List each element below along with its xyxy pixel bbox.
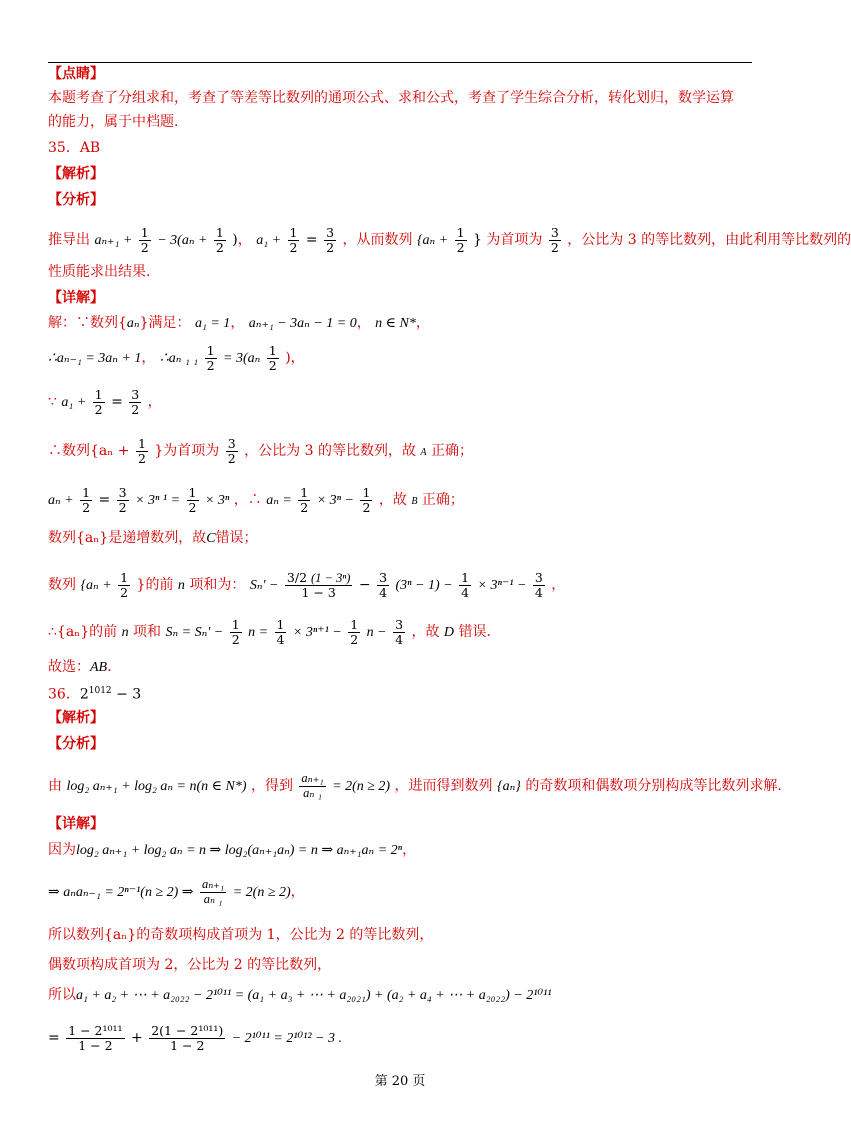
- q35-analysis-line: 推导出 aₙ₊₁ + $\frac{1}{2}$ − 3(aₙ + $\frac{1}{2}$ )， a₁ + $\frac{1}{2}$ = $\frac{3}{2}$ ，从而数列 {aₙ + $\frac{1}{2}$ } 为首项为 $\frac{3}{2}$ ，公比为 3 的等比数列，由此利用等比数列的: [48, 225, 851, 255]
- q35-detail-line: ∴aₙ₋₁ = 3aₙ + 1， ∴aₙ ₁ ₁ $\frac{1}{2}$ = 3(aₙ $\frac{1}{2}$ )，: [48, 343, 305, 373]
- fraction: $\frac{1}{2}$: [140, 225, 149, 255]
- fraction: $\frac{1}{2}$: [456, 225, 465, 255]
- q35-analysis-line: 性质能求出结果.: [48, 264, 151, 280]
- fraction: $\frac{3}{4}$: [534, 570, 543, 600]
- fraction: $\frac{1}{2}$: [137, 436, 146, 466]
- option-a-label: A: [420, 447, 427, 458]
- fraction: $\frac{1}{2}$: [206, 343, 215, 373]
- question-35-answer: 35．AB: [48, 140, 101, 156]
- fraction: $\frac{1}{2}$: [300, 485, 309, 515]
- option-c-label: C: [206, 531, 216, 546]
- review-text-line: 的能力，属于中档题.: [48, 114, 179, 130]
- q35-detail-line: ∵ a₁ + $\frac{1}{2}$ = $\frac{3}{2}$ ，: [48, 387, 162, 417]
- fraction: $\frac{3}{2}$: [118, 485, 127, 515]
- page-number: 第 20 页: [374, 1074, 426, 1089]
- question-36-answer: 36．$2^{1012} - 3$: [48, 686, 142, 703]
- fraction: $\frac{\text{aₙ₊₁}}{\text{aₙ ₁}}$: [301, 771, 324, 800]
- review-text-line: 本题考查了分组求和，考查了等差等比数列的通项公式、求和公式，考查了学生综合分析，转化划归，数学运算: [48, 90, 734, 106]
- fraction: $\frac{\text{1 − 2¹⁰¹¹}}{1 - 2}$: [68, 1023, 123, 1053]
- option-d-label: D: [443, 625, 455, 640]
- q36-detail-line: = $\frac{\text{1 − 2¹⁰¹¹}}{1 - 2}$ + $\frac{\text{2(1 − 2¹⁰¹¹)}}{1 - 2}$ − 2¹⁰¹¹ = 2¹⁰¹² − 3 .: [48, 1023, 342, 1053]
- q36-detail-line: 所以a₁ + a₂ + ⋯ + a₂₀₂₂ − 2¹⁰¹¹ = (a₁ + a₃ + ⋯ + a₂₀₂₁) + (a₂ + a₄ + ⋯ + a₂₀₂₂) − 2¹⁰¹¹: [48, 987, 552, 1003]
- q35-detail-line: 数列 {aₙ + $\frac{1}{2}$ }的前 n 项和为： Sₙ' − $\frac{\text{3/2 (1 − 3ⁿ)}}{1 - 3}$ − $\frac{3}{4}$ (3ⁿ − 1) − $\frac{1}{4}$ × 3ⁿ⁻¹ − $\frac{3}{4}$ ，: [48, 569, 566, 600]
- q36-detail-line: 所以数列{aₙ}的奇数项构成首项为 1，公比为 2 的等比数列，: [48, 927, 434, 943]
- section-heading-jiexi: 【解析】: [48, 710, 104, 726]
- fraction: $\frac{1}{2}$: [94, 387, 103, 417]
- fraction: $\frac{1}{2}$: [362, 485, 371, 515]
- header-rule: [48, 62, 752, 63]
- q35-detail-line: ∴数列{aₙ + $\frac{1}{2}$ }为首项为 $\frac{3}{2}$ ，公比为 3 的等比数列，故 A 正确；: [48, 436, 473, 466]
- q35-detail-line: ∴{aₙ}的前 n 项和 Sₙ = Sₙ' − $\frac{1}{2}$ n = $\frac{1}{4}$ × 3ⁿ⁺¹ − $\frac{1}{2}$ n − $\frac{3}{4}$ ，故 D 错误.: [48, 617, 491, 647]
- fraction: $\frac{1}{2}$: [268, 343, 277, 373]
- fraction: $\frac{\text{2(1 − 2¹⁰¹¹)}}{1 - 2}$: [151, 1023, 224, 1053]
- fraction: $\frac{3}{2}$: [326, 225, 335, 255]
- q36-detail-line: 偶数项构成首项为 2，公比为 2 的等比数列，: [48, 957, 332, 973]
- q35-detail-line: 数列{aₙ}是递增数列，故C错误；: [48, 530, 258, 546]
- fraction: $\frac{1}{2}$: [82, 485, 91, 515]
- q35-detail-line: 解：∵数列{aₙ}满足： a₁ = 1， aₙ₊₁ − 3aₙ − 1 = 0， n ∈ N*，: [48, 315, 430, 331]
- fraction: $\frac{3}{2}$: [227, 436, 236, 466]
- section-heading-xiangjie: 【详解】: [48, 816, 104, 832]
- section-heading-fenxi: 【分析】: [48, 192, 104, 208]
- q35-detail-line: aₙ + $\frac{1}{2}$ = $\frac{3}{2}$ × 3ⁿ ¹ = $\frac{1}{2}$ × 3ⁿ ，∴ aₙ = $\frac{1}{2}$ × 3ⁿ − $\frac{1}{2}$ ，故 B 正确；: [48, 485, 464, 515]
- q36-detail-line: ⇒ aₙaₙ₋₁ = 2ⁿ⁻¹(n ≥ 2) ⇒ $\frac{\text{aₙ₊₁}}{\text{aₙ ₁}}$ = 2(n ≥ 2)，: [48, 877, 305, 906]
- fraction: $\frac{1}{2}$: [231, 617, 240, 647]
- section-heading-review: 【点睛】: [48, 66, 104, 82]
- option-b-label: B: [411, 496, 418, 507]
- fraction: $\frac{1}{4}$: [461, 570, 470, 600]
- q36-analysis-line: 由 log₂ aₙ₊₁ + log₂ aₙ = n(n ∈ N*) ，得到 $\frac{\text{aₙ₊₁}}{\text{aₙ ₁}}$ = 2(n ≥ 2) ，进而得到数列 {aₙ} 的奇数项和偶数项分别构成等比数列求解.: [48, 771, 782, 800]
- fraction: $\frac{3}{4}$: [379, 570, 388, 600]
- section-heading-fenxi: 【分析】: [48, 736, 104, 752]
- fraction: $\frac{1}{2}$: [289, 225, 298, 255]
- fraction: $\frac{1}{4}$: [276, 617, 285, 647]
- fraction: $\frac{1}{2}$: [188, 485, 197, 515]
- fraction: $\frac{3}{4}$: [395, 617, 404, 647]
- fraction: $\frac{3}{2}$: [550, 225, 559, 255]
- q35-answer-choice: 故选：AB.: [48, 659, 112, 675]
- fraction: $\frac{3}{2}$: [131, 387, 140, 417]
- fraction: $\frac{1}{2}$: [120, 570, 129, 600]
- fraction: $\frac{1}{2}$: [215, 225, 224, 255]
- fraction-compound: $\frac{\text{3/2 (1 − 3ⁿ)}}{1 - 3}$: [286, 569, 351, 600]
- section-heading-xiangjie: 【详解】: [48, 290, 104, 306]
- fraction: $\frac{1}{2}$: [350, 617, 359, 647]
- q36-detail-line: 因为log₂ aₙ₊₁ + log₂ aₙ = n ⇒ log₂(aₙ₊₁aₙ) = n ⇒ aₙ₊₁aₙ = 2ⁿ，: [48, 842, 417, 858]
- section-heading-jiexi: 【解析】: [48, 166, 104, 182]
- fraction: $\frac{\text{aₙ₊₁}}{\text{aₙ ₁}}$: [201, 877, 225, 906]
